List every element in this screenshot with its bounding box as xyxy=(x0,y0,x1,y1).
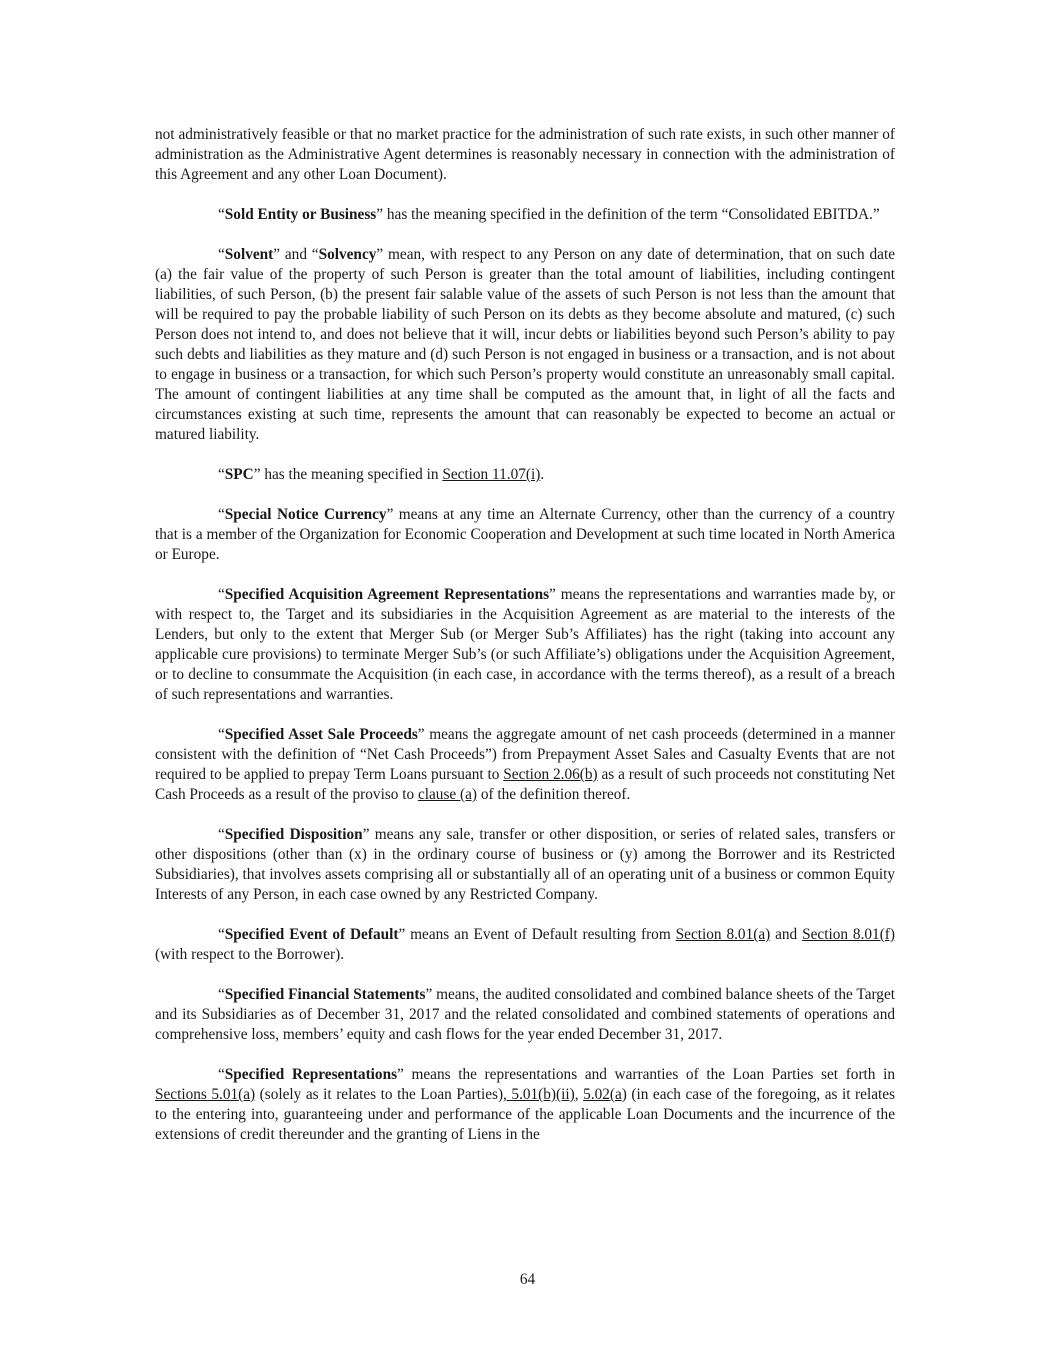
section-reference: , 5.01(b)(ii) xyxy=(503,1086,575,1103)
defined-term: Solvent xyxy=(224,246,274,263)
definition-specified-acquisition-agreement-representations xyxy=(155,585,895,705)
definition-specified-financial-statements xyxy=(155,985,895,1045)
text-run: (with respect to the Borrower). xyxy=(155,946,345,963)
text-run: “ xyxy=(218,206,225,223)
definition-spc xyxy=(155,465,895,485)
definition-special-notice-currency xyxy=(155,505,895,565)
text-run: ” means the representations and warranties of the Loan Parties set forth in xyxy=(397,1066,895,1083)
defined-term: Specified Acquisition Agreement Representations xyxy=(224,586,550,603)
defined-term: Solvency xyxy=(318,246,377,263)
defined-term: Specified Asset Sale Proceeds xyxy=(224,726,418,743)
section-reference: 5.02(a xyxy=(583,1086,622,1103)
section-reference: Section 8.01(f) xyxy=(802,926,895,943)
section-reference: Section 2.06(b) xyxy=(503,766,598,783)
text-run: ” mean, with respect to any Person on any date of determination, that on such date (a) the fair value of the property of such Person is greater than the total amount of liabilities, including contingent liabilities, of such Person, (b) the present fair salable value of the assets of such Person is not less than the amount that will be required to pay the probable liability of such Person on its debts as they become absolute and matured, (c) such Person does not intend to, and does not believe that it will, incur debts or liabilities beyond such Person’s ability to pay such debts and liabilities as they mature and (d) such Person is not engaged in business or a transaction, and is not about to engage in business or a transaction, for which such Person’s property would constitute an unreasonably small capital. The amount of contingent liabilities at any time shall be computed as the amount that, in light of all the facts and circumstances existing at such time, represents the amount that can reasonably be expected to become an actual or matured liability. xyxy=(155,246,895,443)
text-run: ” means an Event of Default resulting from xyxy=(398,926,676,943)
defined-term: Specified Representations xyxy=(224,1066,398,1083)
text-run: “ xyxy=(218,246,225,263)
definition-sold-entity-or-business xyxy=(155,205,895,225)
text-run: ” has the meaning specified in xyxy=(253,466,443,483)
section-reference: Section 8.01(a) xyxy=(675,926,771,943)
defined-term: Sold Entity or Business xyxy=(224,206,377,223)
text-run: ” means at any time an Alternate Currency, other than the currency of a country that is a member of the Organization for Economic Cooperation and Development at such time located in North America or Europe. xyxy=(155,506,895,563)
section-reference: Section 11.07(i) xyxy=(442,466,541,483)
text-run: ” means, the audited consolidated and combined balance sheets of the Target and its Subsidiaries as of December 31, 2017 and the related consolidated and combined statements of operations and comprehensive loss, members’ equity and cash flows for the year ended December 31, 2017. xyxy=(155,986,895,1043)
defined-term: Specified Event of Default xyxy=(224,926,399,943)
section-reference: Sections 5.01(a) xyxy=(155,1086,256,1103)
defined-term: Specified Disposition xyxy=(224,826,363,843)
text-run: (solely as it relates to the Loan Parties) xyxy=(255,1086,504,1103)
definition-continuation xyxy=(155,125,895,185)
text-run: ” means the aggregate amount of net cash proceeds (determined in a manner consistent with the definition of “Net Cash Proceeds”) from Prepayment Asset Sales and Casualty Events that are not required to be applied to prepay Term Loans pursuant to xyxy=(155,726,895,783)
definition-specified-event-of-default xyxy=(155,925,895,965)
text-run: “ xyxy=(218,926,225,943)
text-run: ” has the meaning specified in the definition of the term “Consolidated EBITDA.” xyxy=(376,206,880,223)
text-run: “ xyxy=(218,726,225,743)
text-run: ” and “ xyxy=(273,246,319,263)
definition-solvent xyxy=(155,245,895,445)
document-body xyxy=(155,125,895,1165)
definition-specified-disposition xyxy=(155,825,895,905)
text-run: “ xyxy=(218,506,225,523)
text-run: and xyxy=(770,926,803,943)
text-run: “ xyxy=(218,586,225,603)
text-run: as a result of such proceeds not constituting Net Cash Proceeds as a result of the proviso to xyxy=(155,766,895,803)
definition-specified-asset-sale-proceeds xyxy=(155,725,895,805)
section-reference: clause (a) xyxy=(417,786,477,803)
text-run: “ xyxy=(218,826,225,843)
text-run: not administratively feasible or that no market practice for the administration of such rate exists, in such other manner of administration as the Administrative Agent determines is reasonably necessary in connection with the administration of this Agreement and any other Loan Document). xyxy=(155,126,895,183)
definition-specified-representations xyxy=(155,1065,895,1145)
text-run: ” means any sale, transfer or other disposition, or series of related sales, transfers or other dispositions (other than (x) in the ordinary course of business or (y) among the Borrower and its Restricted Subsidiaries), that involves assets comprising all or substantially all of an operating unit of a business or common Equity Interests of any Person, in each case owned by any Restricted Company. xyxy=(155,826,895,903)
defined-term: Specified Financial Statements xyxy=(224,986,426,1003)
text-run: “ xyxy=(218,1066,225,1083)
page-number: 64 xyxy=(519,1271,536,1288)
text-run: of the definition thereof. xyxy=(477,786,631,803)
text-run: “ xyxy=(218,986,225,1003)
text-run: “ xyxy=(218,466,225,483)
defined-term: SPC xyxy=(224,466,254,483)
text-run: . xyxy=(540,466,545,483)
text-run: ) (in each case of the foregoing, as it relates to the entering into, guaranteeing under and performance of the applicable Loan Documents and the incurrence of the extensions of credit thereunder and the granting of Liens in the xyxy=(155,1086,895,1143)
defined-term: Special Notice Currency xyxy=(224,506,387,523)
text-run: , xyxy=(574,1086,584,1103)
text-run: ” means the representations and warranties made by, or with respect to, the Target and its subsidiaries in the Acquisition Agreement as are material to the interests of the Lenders, but only to the extent that Merger Sub (or Merger Sub’s Affiliates) has the right (taking into account any applicable cure provisions) to terminate Merger Sub’s (or such Affiliate’s) obligations under the Acquisition Agreement, or to decline to consummate the Acquisition (in each case, in accordance with the terms thereof), as a result of a breach of such representations and warranties. xyxy=(155,586,895,703)
